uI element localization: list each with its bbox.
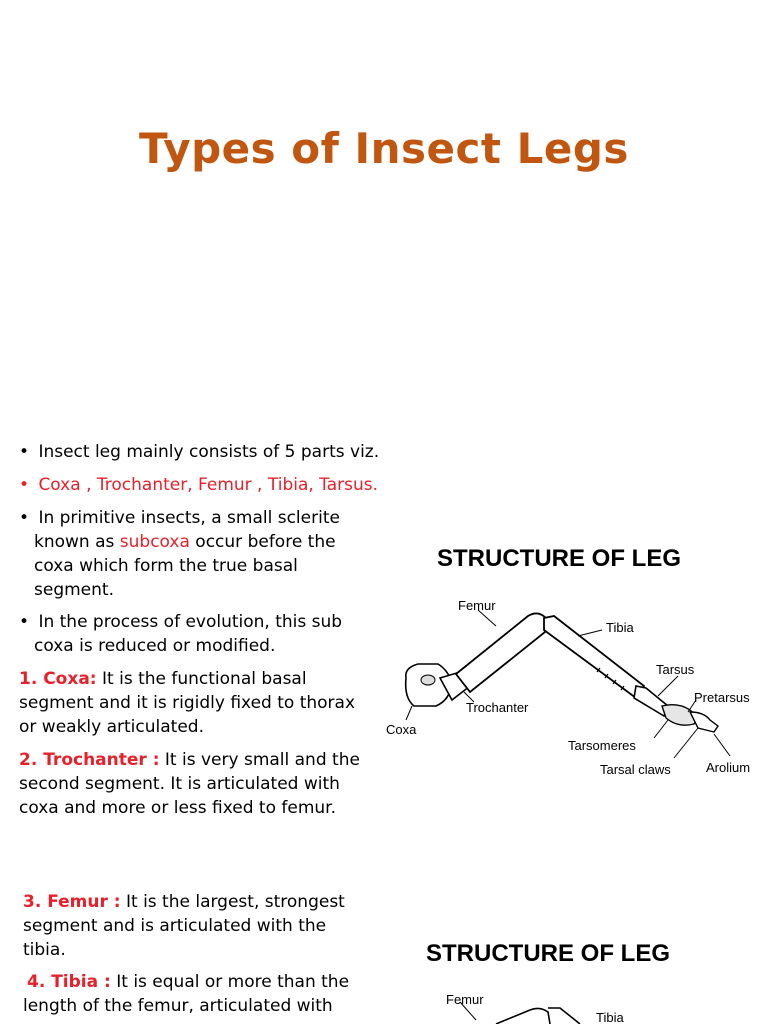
bullet-text: Coxa , Trochanter, Femur , Tibia, Tarsus.: [38, 475, 379, 495]
label-femur: Femur: [458, 598, 496, 613]
label-tarsal-claws: Tarsal claws: [600, 762, 671, 777]
part-coxa-line3: or weakly articulated.: [19, 717, 204, 737]
bullet-dot: •: [19, 475, 30, 495]
subcoxa-term: subcoxa: [119, 532, 190, 552]
page-title: Types of Insect Legs: [139, 124, 629, 173]
leg-structure-diagram-2: [400, 974, 760, 1024]
bullet-2: [19, 473, 378, 497]
bullet-4: [19, 610, 342, 634]
part-trochanter-line2: second segment. It is articulated with: [19, 774, 340, 794]
part-heading: 3. Femur :: [23, 892, 121, 912]
label-pretarsus: Pretarsus: [694, 690, 750, 705]
part-trochanter-line3: coxa and more or less fixed to femur.: [19, 798, 337, 818]
part-femur: [23, 890, 345, 914]
bullet-text: occur before the: [189, 532, 336, 552]
label-tarsomeres: Tarsomeres: [568, 738, 636, 753]
label-femur-2: Femur: [446, 992, 484, 1007]
part-text: It is the functional basal: [96, 669, 307, 689]
bullet-3-line3: coxa which form the true basal: [34, 556, 298, 576]
part-trochanter: [19, 748, 360, 772]
label-tarsus: Tarsus: [656, 662, 695, 677]
coxa-joint: [421, 675, 435, 685]
bullet-dot: •: [19, 442, 30, 462]
part-text: It is very small and the: [159, 750, 360, 770]
bullet-text: In the process of evolution, this sub: [38, 612, 343, 632]
diagram-title: STRUCTURE OF LEG: [437, 545, 681, 572]
femur-shape: [456, 613, 550, 692]
part-coxa: [19, 667, 307, 691]
part-femur-line3: tibia.: [23, 940, 66, 960]
bullet-1: [19, 440, 379, 464]
part-femur-line2: segment and is articulated with the: [23, 916, 327, 936]
bullet-dot: •: [19, 612, 30, 632]
label-coxa: Coxa: [386, 722, 417, 737]
label-tibia-2: Tibia: [596, 1010, 624, 1024]
bullet-text: In primitive insects, a small sclerite: [38, 508, 340, 528]
leg-structure-diagram: [378, 588, 768, 788]
bullet-dot: •: [19, 508, 30, 528]
part-heading: 4. Tibia :: [27, 972, 111, 992]
label-arolium: Arolium: [706, 760, 751, 775]
label-trochanter: Trochanter: [466, 700, 529, 715]
diagram-2-title: STRUCTURE OF LEG: [426, 940, 670, 967]
part-tibia: [23, 970, 349, 994]
bullet-text: known as: [34, 532, 120, 552]
bullet-4-line2: coxa is reduced or modified.: [34, 636, 276, 656]
part-heading: 1. Coxa:: [19, 669, 97, 689]
part-text: It is the largest, strongest: [120, 892, 345, 912]
part-coxa-line2: segment and it is rigidly fixed to thorax: [19, 693, 356, 713]
part-heading: 2. Trochanter :: [19, 750, 160, 770]
label-tibia: Tibia: [606, 620, 634, 635]
bullet-3-line2: [34, 530, 336, 554]
part-tibia-line2: length of the femur, articulated with: [23, 996, 333, 1016]
part-text: It is equal or more than the: [110, 972, 350, 992]
bullet-3-line4: segment.: [34, 580, 114, 600]
bullet-text: Insect leg mainly consists of 5 parts viz.: [38, 442, 380, 462]
bullet-3: [19, 506, 340, 530]
